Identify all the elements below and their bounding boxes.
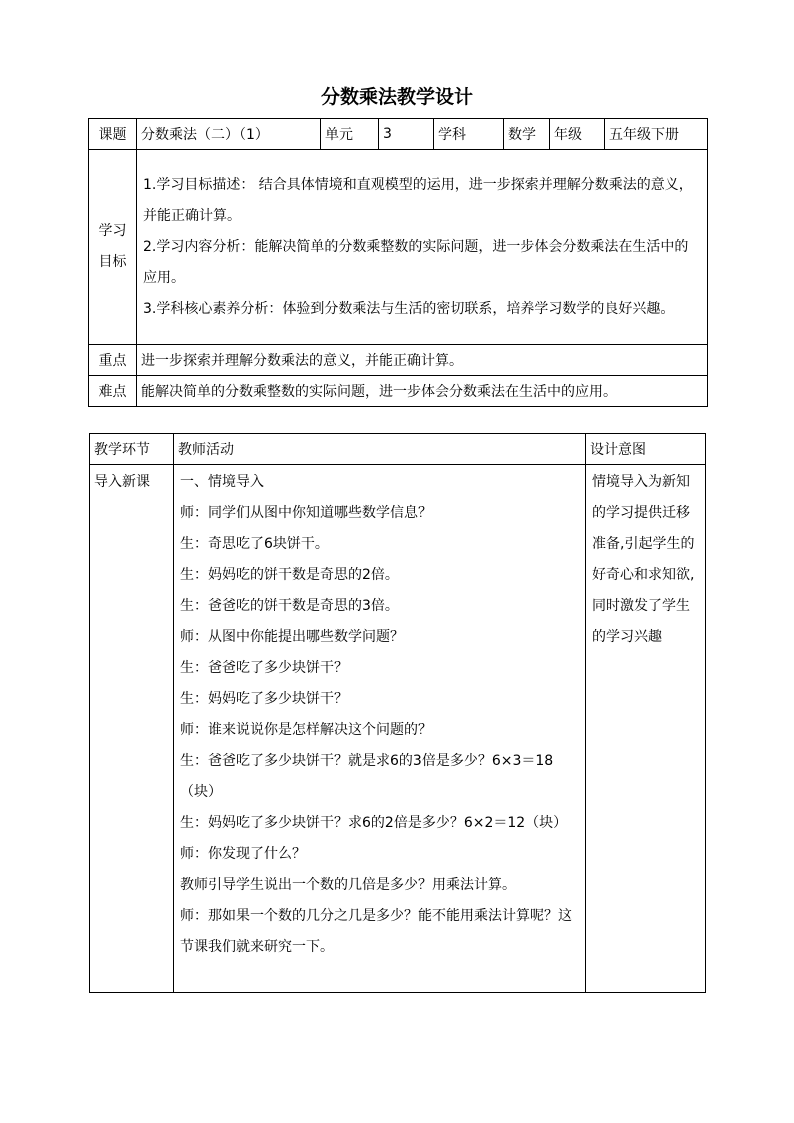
activity-line: 生：爸爸吃了多少块饼干？就是求6的3倍是多少？6×3＝18（块） <box>180 753 554 800</box>
activity-line: 师：那如果一个数的几分之几是多少？能不能用乘法计算呢？这节课我们就来研究一下。 <box>180 908 572 955</box>
process-row <box>90 465 706 993</box>
grade-value: 五年级下册 <box>605 119 708 150</box>
key-point-text: 进一步探索并理解分数乘法的意义，并能正确计算。 <box>137 345 708 376</box>
label-difficulty: 难点 <box>89 376 137 407</box>
info-table <box>88 118 708 407</box>
intent-cell: 情境导入为新知的学习提供迁移准备,引起学生的好奇心和求知欲,同时激发了学生的学习兴趣 <box>586 465 706 993</box>
subject-value: 数学 <box>504 119 550 150</box>
goal-item: 2.学习内容分析：能解决简单的分数乘整数的实际问题，进一步体会分数乘法在生活中的应用。 <box>143 238 689 286</box>
activity-line: 师：从图中你能提出哪些数学问题？ <box>180 629 404 645</box>
activity-line: 生：爸爸吃的饼干数是奇思的3倍。 <box>180 598 399 614</box>
unit-value: 3 <box>379 119 434 150</box>
label-key-point: 重点 <box>89 345 137 376</box>
topic-value: 分数乘法（二）（1） <box>137 119 321 150</box>
info-row <box>89 119 708 150</box>
goals-row <box>89 150 708 345</box>
label-unit: 单元 <box>321 119 379 150</box>
activity-line: 教师引导学生说出一个数的几倍是多少？用乘法计算。 <box>180 877 516 893</box>
difficulty-text: 能解决简单的分数乘整数的实际问题，进一步体会分数乘法在生活中的应用。 <box>137 376 708 407</box>
activity-line: 一、情境导入 <box>180 474 264 490</box>
activity-line: 生：爸爸吃了多少块饼干？ <box>180 660 348 676</box>
goal-item: 1.学习目标描述： 结合具体情境和直观模型的运用，进一步探索并理解分数乘法的意义，并能正确计算。 <box>143 176 693 224</box>
goal-item: 3.学科核心素养分析：体验到分数乘法与生活的密切联系，培养学习数学的良好兴趣。 <box>143 300 675 317</box>
process-header-row <box>90 434 706 465</box>
activity-line: 生：奇思吃了6块饼干。 <box>180 536 329 552</box>
header-activity: 教师活动 <box>174 434 586 465</box>
difficulty-row <box>89 376 708 407</box>
header-stage: 教学环节 <box>90 434 174 465</box>
label-grade: 年级 <box>550 119 605 150</box>
stage-cell: 导入新课 <box>90 465 174 993</box>
activity-line: 师：同学们从图中你知道哪些数学信息？ <box>180 505 432 521</box>
activity-line: 生：妈妈吃了多少块饼干？ <box>180 691 348 707</box>
activity-line: 师：谁来说说你是怎样解决这个问题的？ <box>180 722 432 738</box>
label-topic: 课题 <box>89 119 137 150</box>
activity-line: 生：妈妈吃的饼干数是奇思的2倍。 <box>180 567 399 583</box>
process-table <box>89 433 706 993</box>
label-goals: 学习目标 <box>89 150 137 345</box>
activity-line: 生：妈妈吃了多少块饼干？求6的2倍是多少？6×2＝12（块） <box>180 815 568 831</box>
activity-line: 师：你发现了什么？ <box>180 846 306 862</box>
key-point-row <box>89 345 708 376</box>
label-subject: 学科 <box>434 119 504 150</box>
page-title: 分数乘法教学设计 <box>320 86 473 108</box>
header-intent: 设计意图 <box>586 434 706 465</box>
